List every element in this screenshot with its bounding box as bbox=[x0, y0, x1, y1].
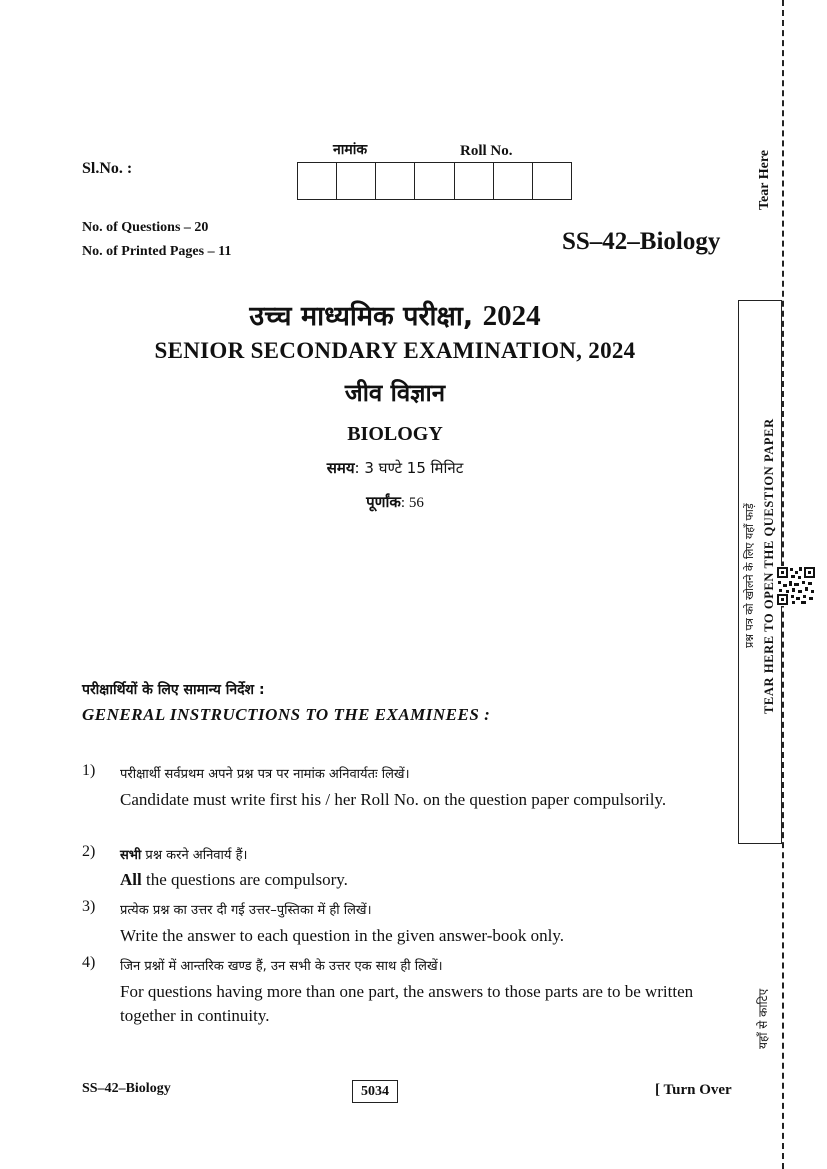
footer-box-number: 5034 bbox=[352, 1080, 398, 1103]
instruction-hindi: जिन प्रश्नों में आन्तरिक खण्ड हैं, उन सभी के उत्तर एक साथ ही लिखें। bbox=[120, 959, 443, 974]
roll-digit-box[interactable] bbox=[376, 163, 415, 199]
paper-code: SS–42–Biology bbox=[562, 228, 721, 255]
roll-number-label: Roll No. bbox=[460, 143, 513, 159]
tear-instruction-hindi: प्रश्न पत्र को खोलने के लिए यहाँ फाड़ें bbox=[743, 503, 756, 649]
instruction-english: Write the answer to each question in the given answer-book only. bbox=[120, 926, 564, 945]
instruction-hindi: प्रत्येक प्रश्न का उत्तर दी गई उत्तर–पुस्तिका में ही लिखें। bbox=[120, 903, 372, 918]
time-label: समय bbox=[326, 459, 355, 477]
roll-digit-box[interactable] bbox=[494, 163, 533, 199]
serial-number-label: Sl.No. : bbox=[82, 160, 133, 177]
tear-here-label: Tear Here bbox=[757, 150, 772, 211]
roll-number-boxes[interactable] bbox=[297, 162, 572, 200]
number-of-questions: No. of Questions – 20 bbox=[82, 220, 209, 235]
roll-digit-box[interactable] bbox=[337, 163, 376, 199]
marks-value: : 56 bbox=[400, 495, 424, 511]
instruction-number: 4) bbox=[82, 954, 96, 971]
namank-label: नामांक bbox=[333, 142, 368, 158]
roll-digit-box[interactable] bbox=[415, 163, 454, 199]
tear-instruction-english: TEAR HERE TO OPEN THE QUESTION PAPER bbox=[762, 418, 776, 714]
instruction-hindi bbox=[120, 845, 247, 863]
hindi-exam-title bbox=[0, 296, 790, 333]
instruction-number: 1) bbox=[82, 762, 96, 779]
roll-digit-box[interactable] bbox=[533, 163, 571, 199]
instruction-number: 3) bbox=[82, 898, 96, 915]
exam-time bbox=[0, 458, 790, 478]
exam-marks bbox=[0, 492, 790, 512]
instruction-english-bold: All bbox=[120, 870, 142, 889]
instruction-english: Candidate must write first his / her Roll No. on the question paper compulsorily. bbox=[120, 790, 667, 809]
instructions-heading-english: GENERAL INSTRUCTIONS TO THE EXAMINEES : bbox=[82, 705, 491, 724]
roll-digit-box[interactable] bbox=[455, 163, 494, 199]
instruction-english bbox=[120, 868, 708, 892]
time-value: : 3 घण्टे 15 मिनिट bbox=[354, 459, 464, 477]
exam-year: 2024 bbox=[482, 300, 541, 332]
english-exam-title: SENIOR SECONDARY EXAMINATION, 2024 bbox=[154, 338, 636, 363]
hindi-exam-text: उच्च माध्यमिक परीक्षा, bbox=[249, 301, 474, 332]
english-subject-title: BIOLOGY bbox=[347, 423, 443, 445]
roll-digit-box[interactable] bbox=[298, 163, 337, 199]
number-of-printed-pages: No. of Printed Pages – 11 bbox=[82, 244, 232, 259]
instruction-english: For questions having more than one part, the answers to those parts are to be written together in continuity. bbox=[120, 982, 694, 1025]
cut-here-label: यहाँ से काटिए bbox=[756, 988, 770, 1050]
instruction-hindi: परीक्षार्थी सर्वप्रथम अपने प्रश्न पत्र पर नामांक अनिवार्यतः लिखें। bbox=[120, 767, 410, 782]
hindi-subject-title: जीव विज्ञान bbox=[344, 379, 446, 407]
instruction-number: 2) bbox=[82, 843, 96, 860]
marks-label: पूर्णांक bbox=[366, 493, 401, 511]
instruction-hindi-bold: सभी bbox=[120, 848, 142, 863]
instruction-hindi-rest: प्रश्न करने अनिवार्य हैं। bbox=[141, 848, 248, 863]
instruction-english-rest: the questions are compulsory. bbox=[141, 870, 348, 889]
turn-over-label: [ Turn Over bbox=[655, 1082, 732, 1098]
instructions-heading-hindi: परीक्षार्थियों के लिए सामान्य निर्देश : bbox=[82, 682, 265, 698]
footer-paper-code: SS–42–Biology bbox=[82, 1081, 171, 1096]
qr-code-icon bbox=[776, 566, 816, 606]
